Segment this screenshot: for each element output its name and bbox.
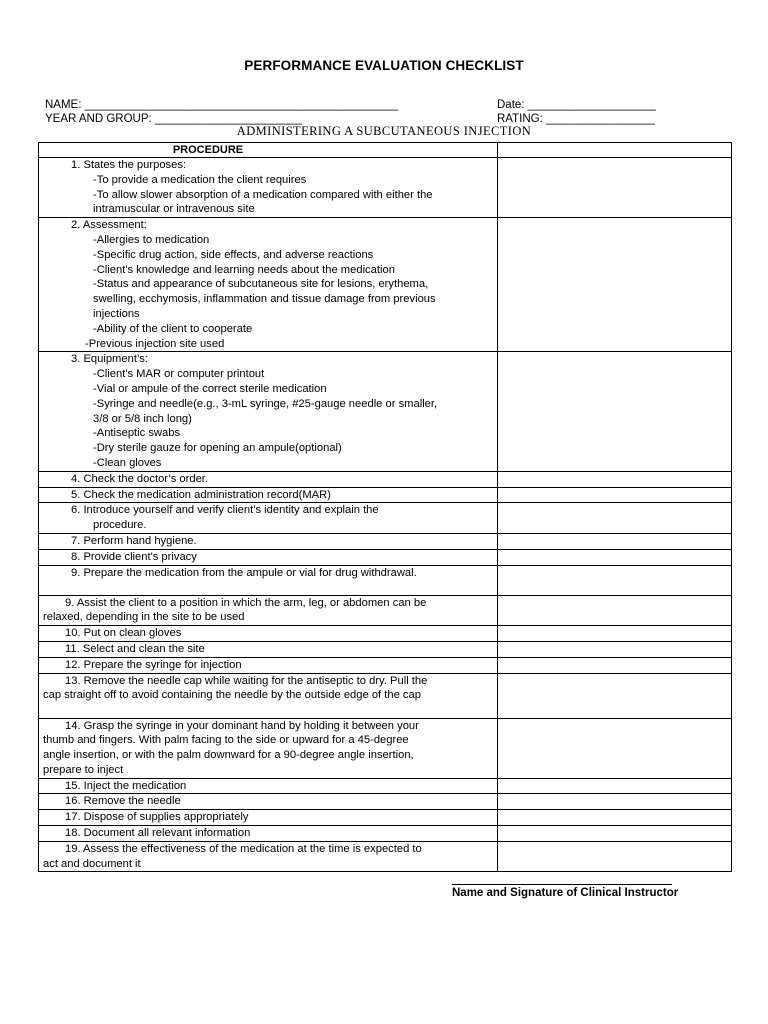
step-2-heading: 2. Assessment: <box>71 219 147 232</box>
table-row <box>39 218 732 352</box>
step-16-text: 16. Remove the needle <box>65 795 181 808</box>
step-12-text: 12. Prepare the syringe for injection <box>65 658 242 671</box>
step-3-line: 3/8 or 5/8 inch long) <box>93 412 192 425</box>
step-19-text: act and document it <box>43 857 141 870</box>
step-2-line: -Specific drug action, side effects, and adverse reactions <box>93 248 374 261</box>
step-2-line: injections <box>93 307 140 320</box>
table-row <box>39 503 732 534</box>
step-9b-text: 9. Assist the client to a position in which the arm, leg, or abdomen can be <box>65 596 427 609</box>
table-row <box>39 841 732 872</box>
step-cell <box>39 718 498 778</box>
evaluation-cell[interactable] <box>498 641 732 657</box>
table-row <box>39 549 732 565</box>
table-row <box>39 794 732 810</box>
step-3-line: -Clean gloves <box>93 456 162 469</box>
signature-label: Name and Signature of Clinical Instructor <box>452 887 679 899</box>
table-row <box>39 673 732 718</box>
step-cell <box>39 487 498 503</box>
step-cell <box>39 533 498 549</box>
step-cell <box>39 810 498 826</box>
table-header-row <box>39 143 732 158</box>
procedure-column-header: PROCEDURE <box>39 143 498 158</box>
step-2-line: -Ability of the client to cooperate <box>93 322 253 335</box>
table-row <box>39 641 732 657</box>
step-cell <box>39 641 498 657</box>
evaluation-cell[interactable] <box>498 533 732 549</box>
rating-column-header <box>498 143 732 158</box>
step-5-text: 5. Check the medication administration record(MAR) <box>71 488 331 501</box>
step-14-text: angle insertion, or with the palm downward for a 90-degree angle insertion, <box>43 749 414 762</box>
form-title: PERFORMANCE EVALUATION CHECKLIST <box>244 58 524 73</box>
step-8-text: 8. Provide client's privacy <box>71 550 197 563</box>
step-2-line: -Previous injection site used <box>85 337 225 350</box>
evaluation-cell[interactable] <box>498 487 732 503</box>
date-field-label: Date: ____________________ <box>497 99 656 111</box>
table-row <box>39 826 732 842</box>
step-3-heading: 3. Equipment’s: <box>71 353 148 366</box>
step-2-line: -Client's knowledge and learning needs about the medication <box>93 263 395 276</box>
step-cell <box>39 626 498 642</box>
evaluation-cell[interactable] <box>498 778 732 794</box>
evaluation-cell[interactable] <box>498 718 732 778</box>
signature-line[interactable] <box>452 884 672 885</box>
evaluation-cell[interactable] <box>498 218 732 352</box>
table-row <box>39 657 732 673</box>
evaluation-cell[interactable] <box>498 810 732 826</box>
step-cell <box>39 549 498 565</box>
step-cell <box>39 158 498 218</box>
evaluation-cell[interactable] <box>498 841 732 872</box>
table-row <box>39 565 732 595</box>
step-18-text: 18. Document all relevant information <box>65 827 251 840</box>
step-3-line: -Dry sterile gauze for opening an ampule(optional) <box>93 442 342 455</box>
table-row <box>39 471 732 487</box>
evaluation-cell[interactable] <box>498 158 732 218</box>
step-9b-text: relaxed, depending in the site to be used <box>43 611 245 624</box>
step-cell <box>39 826 498 842</box>
step-9-text: 9. Prepare the medication from the ampule or vial for drug withdrawal. <box>71 566 417 579</box>
evaluation-cell[interactable] <box>498 826 732 842</box>
evaluation-cell[interactable] <box>498 657 732 673</box>
step-14-text: thumb and fingers. With palm facing to the side or upward for a 45-degree <box>43 734 409 747</box>
step-cell <box>39 471 498 487</box>
evaluation-cell[interactable] <box>498 352 732 471</box>
evaluation-cell[interactable] <box>498 565 732 595</box>
step-cell <box>39 218 498 352</box>
evaluation-cell[interactable] <box>498 549 732 565</box>
step-13-text: 13. Remove the needle cap while waiting for the antiseptic to dry. Pull the <box>65 674 428 687</box>
step-cell <box>39 503 498 534</box>
step-6-text: procedure. <box>93 519 147 532</box>
step-cell <box>39 778 498 794</box>
step-cell <box>39 565 498 595</box>
step-cell <box>39 657 498 673</box>
step-7-text: 7. Perform hand hygiene. <box>71 534 197 547</box>
step-2-line: swelling, ecchymosis, inflammation and tissue damage from previous <box>93 293 436 306</box>
step-3-line: -Antiseptic swabs <box>93 427 181 440</box>
table-row <box>39 158 732 218</box>
step-1-line: intramuscular or intravenous site <box>93 203 255 216</box>
step-3-line: -Vial or ampule of the correct sterile medication <box>93 382 327 395</box>
step-14-text: prepare to inject <box>43 763 124 776</box>
evaluation-cell[interactable] <box>498 794 732 810</box>
step-11-text: 11. Select and clean the site <box>65 642 205 655</box>
table-row <box>39 595 732 626</box>
table-row <box>39 626 732 642</box>
step-3-line: -Syringe and needle(e.g., 3-mL syringe, #25-gauge needle or smaller, <box>93 397 438 410</box>
evaluation-cell[interactable] <box>498 673 732 718</box>
step-10-text: 10. Put on clean gloves <box>65 627 182 640</box>
step-19-text: 19. Assess the effectiveness of the medication at the time is expected to <box>65 842 422 855</box>
step-3-line: -Client's MAR or computer printout <box>93 368 265 381</box>
step-1-line: -To provide a medication the client requires <box>93 173 307 186</box>
step-2-line: -Status and appearance of subcutaneous site for lesions, erythema, <box>93 278 429 291</box>
year-group-field-label: YEAR AND GROUP: _______________________ <box>45 113 303 125</box>
step-2-line: -Allergies to medication <box>93 233 210 246</box>
step-cell <box>39 352 498 471</box>
table-row <box>39 718 732 778</box>
step-6-text: 6. Introduce yourself and verify client’s identity and explain the <box>71 504 379 517</box>
step-17-text: 17. Dispose of supplies appropriately <box>65 811 249 824</box>
step-cell <box>39 794 498 810</box>
step-13-text: cap straight off to avoid containing the needle by the outside edge of the cap <box>43 689 421 702</box>
procedure-subtitle: ADMINISTERING A SUBCUTANEOUS INJECTION <box>236 124 532 138</box>
evaluation-cell[interactable] <box>498 471 732 487</box>
procedure-checklist-table <box>38 142 732 872</box>
step-1-line: -To allow slower absorption of a medication compared with either the <box>93 188 433 201</box>
table-row <box>39 810 732 826</box>
step-4-text: 4. Check the doctor’s order. <box>71 472 209 485</box>
step-14-text: 14. Grasp the syringe in your dominant hand by holding it between your <box>65 719 419 732</box>
name-field-label: NAME: _________________________________________________ <box>45 99 399 111</box>
rating-field-label: RATING: _________________ <box>497 113 655 125</box>
step-15-text: 15. Inject the medication <box>65 779 187 792</box>
evaluation-cell[interactable] <box>498 595 732 626</box>
table-row <box>39 487 732 503</box>
step-cell <box>39 595 498 626</box>
evaluation-cell[interactable] <box>498 503 732 534</box>
evaluation-cell[interactable] <box>498 626 732 642</box>
step-cell <box>39 673 498 718</box>
table-row <box>39 778 732 794</box>
step-cell <box>39 841 498 872</box>
step-1-heading: 1. States the purposes: <box>71 159 187 171</box>
table-row <box>39 352 732 471</box>
table-row <box>39 533 732 549</box>
